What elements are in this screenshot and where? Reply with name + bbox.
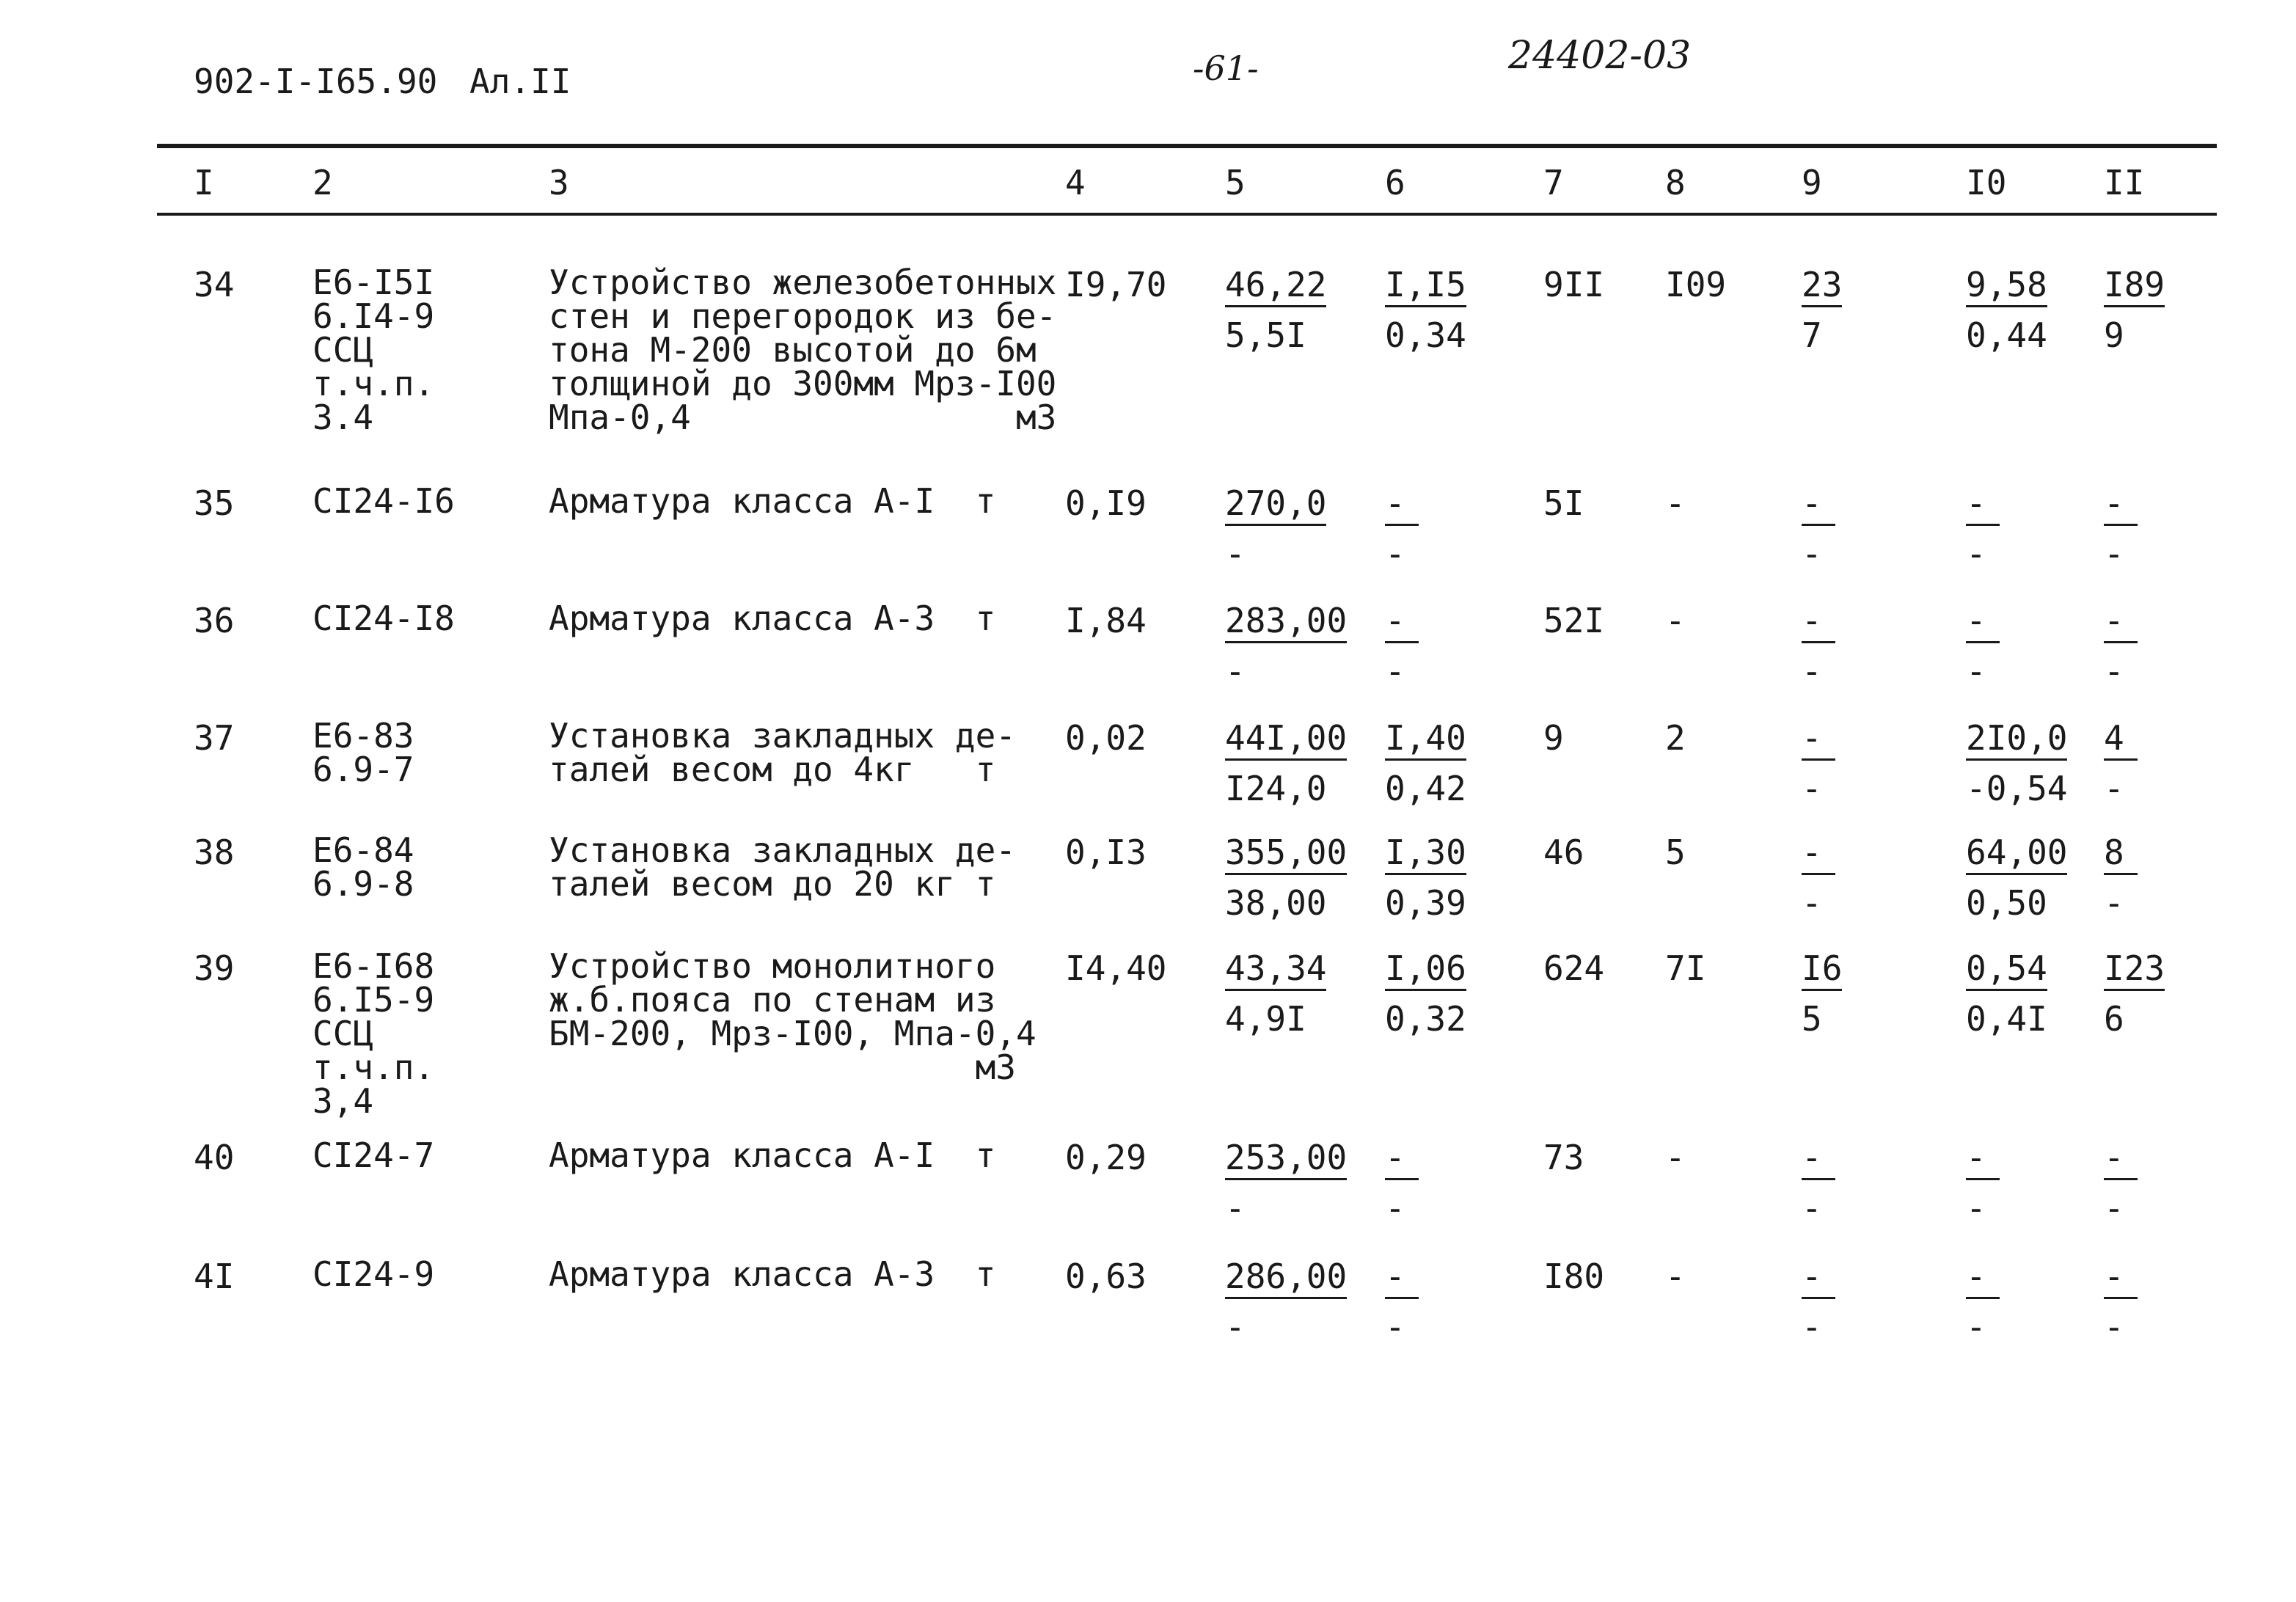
row-number: 34 bbox=[194, 265, 235, 304]
fraction-c9 bbox=[1802, 601, 1835, 690]
fraction-top: 43,34 bbox=[1225, 949, 1326, 991]
row-quantity: 0,I3 bbox=[1065, 833, 1147, 872]
row-number: 36 bbox=[194, 601, 235, 640]
fraction-c5 bbox=[1225, 1257, 1347, 1346]
fraction-bottom: 0,34 bbox=[1385, 315, 1466, 355]
fraction-bottom: - bbox=[1966, 1188, 1986, 1228]
fraction-bottom: - bbox=[1802, 1307, 1822, 1347]
fraction-bottom: 4,9I bbox=[1225, 999, 1306, 1039]
sheet-label: Ал.II bbox=[469, 62, 571, 101]
row-col7: 9 bbox=[1543, 718, 1564, 758]
fraction-top: 23 bbox=[1802, 266, 1842, 307]
row-quantity: I,84 bbox=[1065, 601, 1147, 640]
fraction-bottom: 6 bbox=[2104, 999, 2124, 1039]
row-col7: 624 bbox=[1543, 948, 1605, 988]
fraction-top: I,30 bbox=[1385, 833, 1466, 875]
fraction-c11 bbox=[2104, 1138, 2138, 1227]
column-header-11: II bbox=[2104, 163, 2145, 202]
fraction-c6 bbox=[1385, 484, 1419, 573]
fraction-c11 bbox=[2104, 484, 2138, 573]
fraction-bottom: - bbox=[2104, 534, 2124, 574]
row-col8: 7I bbox=[1665, 948, 1706, 988]
fraction-top: - bbox=[2104, 484, 2138, 526]
fraction-c6 bbox=[1385, 719, 1466, 808]
fraction-c5 bbox=[1225, 266, 1326, 354]
fraction-top: 0,54 bbox=[1966, 949, 2047, 991]
column-header-3: 3 bbox=[549, 163, 569, 202]
fraction-top: 2I0,0 bbox=[1966, 719, 2067, 761]
fraction-bottom: - bbox=[1385, 534, 1405, 574]
table-top-rule bbox=[157, 144, 2217, 148]
row-description: Арматура класса А-I т bbox=[549, 481, 996, 521]
row-col8: - bbox=[1665, 1257, 1686, 1296]
fraction-top: I89 bbox=[2104, 266, 2165, 307]
row-code: Е6-83 6.9-7 bbox=[312, 716, 414, 789]
fraction-bottom: - bbox=[1966, 534, 1986, 574]
fraction-c10 bbox=[1966, 266, 2047, 354]
fraction-bottom: 38,00 bbox=[1225, 883, 1327, 923]
fraction-c9 bbox=[1802, 484, 1835, 573]
fraction-bottom: I24,0 bbox=[1225, 769, 1327, 808]
row-code: CI24-I8 bbox=[312, 599, 455, 638]
fraction-top: I,I5 bbox=[1385, 266, 1466, 307]
fraction-c9 bbox=[1802, 1257, 1835, 1346]
fraction-c5 bbox=[1225, 833, 1347, 922]
fraction-bottom: -0,54 bbox=[1966, 769, 2068, 808]
fraction-top: I,06 bbox=[1385, 949, 1466, 991]
fraction-top: 8 bbox=[2104, 833, 2138, 875]
fraction-bottom: - bbox=[1385, 1188, 1405, 1228]
fraction-top: - bbox=[1385, 1257, 1419, 1299]
fraction-top: 46,22 bbox=[1225, 266, 1326, 307]
fraction-bottom: 0,4I bbox=[1966, 999, 2047, 1039]
fraction-c5 bbox=[1225, 601, 1347, 690]
fraction-bottom: - bbox=[1225, 534, 1246, 574]
row-quantity: 0,I9 bbox=[1065, 483, 1147, 523]
fraction-bottom: - bbox=[1385, 1307, 1405, 1347]
row-quantity: 0,29 bbox=[1065, 1138, 1147, 1177]
document-code: 902-I-I65.90 bbox=[194, 62, 438, 101]
fraction-top: - bbox=[1802, 833, 1835, 875]
fraction-bottom: 0,42 bbox=[1385, 769, 1466, 808]
fraction-c11 bbox=[2104, 1257, 2138, 1346]
fraction-bottom: - bbox=[1225, 1188, 1246, 1228]
row-number: 4I bbox=[194, 1257, 235, 1296]
row-number: 35 bbox=[194, 483, 235, 523]
row-col7: 5I bbox=[1543, 483, 1584, 523]
fraction-top: I6 bbox=[1802, 949, 1842, 991]
fraction-c9 bbox=[1802, 719, 1835, 808]
row-code: Е6-I68 6.I5-9 ССЦ т.ч.п. 3,4 bbox=[312, 946, 435, 1121]
row-col7: 73 bbox=[1543, 1138, 1584, 1177]
fraction-c6 bbox=[1385, 1138, 1419, 1227]
fraction-bottom: - bbox=[1966, 651, 1986, 691]
row-col8: - bbox=[1665, 1138, 1686, 1177]
fraction-top: - bbox=[1966, 1138, 2000, 1180]
fraction-c5 bbox=[1225, 719, 1347, 808]
fraction-c9 bbox=[1802, 1138, 1835, 1227]
fraction-top: - bbox=[1802, 1138, 1835, 1180]
column-header-1: I bbox=[194, 163, 214, 202]
fraction-top: 270,0 bbox=[1225, 484, 1326, 526]
fraction-bottom: - bbox=[2104, 1188, 2124, 1228]
fraction-c10 bbox=[1966, 719, 2067, 808]
column-header-7: 7 bbox=[1543, 163, 1564, 202]
fraction-bottom: 5 bbox=[1802, 999, 1822, 1039]
row-quantity: I4,40 bbox=[1065, 948, 1167, 988]
row-code: CI24-7 bbox=[312, 1135, 435, 1175]
row-description: Установка закладных де- талей весом до 20 кг т bbox=[549, 830, 1016, 904]
fraction-bottom: - bbox=[1802, 651, 1822, 691]
row-code: CI24-I6 bbox=[312, 481, 455, 521]
column-header-8: 8 bbox=[1665, 163, 1686, 202]
fraction-top: 4 bbox=[2104, 719, 2138, 761]
fraction-top: - bbox=[1802, 601, 1835, 643]
row-col8: 5 bbox=[1665, 833, 1686, 872]
row-code: Е6-I5I 6.I4-9 ССЦ т.ч.п. 3.4 bbox=[312, 263, 435, 437]
fraction-bottom: - bbox=[1225, 1307, 1246, 1347]
fraction-top: 355,00 bbox=[1225, 833, 1347, 875]
row-description: Устройство железобетонных стен и перегородок из бе- тона М-200 высотой до 6м толщиной до 300мм Мрз-I00 Мпа-0,4 м3 bbox=[549, 263, 1057, 437]
fraction-top: - bbox=[1385, 484, 1419, 526]
fraction-bottom: 0,50 bbox=[1966, 883, 2047, 923]
fraction-bottom: 9 bbox=[2104, 315, 2124, 355]
fraction-top: - bbox=[1966, 1257, 2000, 1299]
fraction-bottom: - bbox=[1966, 1307, 1986, 1347]
fraction-c10 bbox=[1966, 1138, 2000, 1227]
row-col7: I80 bbox=[1543, 1257, 1605, 1296]
fraction-c9 bbox=[1802, 833, 1835, 922]
row-col7: 9II bbox=[1543, 265, 1605, 304]
fraction-c10 bbox=[1966, 484, 2000, 573]
fraction-top: - bbox=[1802, 484, 1835, 526]
fraction-bottom: - bbox=[1802, 1188, 1822, 1228]
row-description: Установка закладных де- талей весом до 4кг т bbox=[549, 716, 1016, 789]
row-description: Арматура класса А-I т bbox=[549, 1135, 996, 1175]
fraction-c5 bbox=[1225, 484, 1326, 573]
fraction-bottom: 0,39 bbox=[1385, 883, 1466, 923]
fraction-bottom: 0,44 bbox=[1966, 315, 2047, 355]
row-col7: 52I bbox=[1543, 601, 1605, 640]
column-header-6: 6 bbox=[1385, 163, 1405, 202]
fraction-top: - bbox=[1966, 601, 2000, 643]
fraction-c10 bbox=[1966, 1257, 2000, 1346]
table-header-rule bbox=[157, 213, 2217, 216]
fraction-top: 283,00 bbox=[1225, 601, 1347, 643]
row-code: Е6-84 6.9-8 bbox=[312, 830, 414, 904]
fraction-bottom: - bbox=[1225, 651, 1246, 691]
fraction-c10 bbox=[1966, 601, 2000, 690]
fraction-c10 bbox=[1966, 949, 2047, 1038]
row-number: 37 bbox=[194, 718, 235, 758]
fraction-c11 bbox=[2104, 949, 2165, 1038]
column-header-9: 9 bbox=[1802, 163, 1822, 202]
page-number: -61- bbox=[1193, 48, 1259, 88]
row-col7: 46 bbox=[1543, 833, 1584, 872]
fraction-top: 64,00 bbox=[1966, 833, 2067, 875]
fraction-c6 bbox=[1385, 601, 1419, 690]
handwritten-number: 24402-03 bbox=[1508, 34, 1692, 78]
fraction-c6 bbox=[1385, 266, 1466, 354]
column-header-2: 2 bbox=[312, 163, 333, 202]
fraction-c6 bbox=[1385, 949, 1466, 1038]
column-header-5: 5 bbox=[1225, 163, 1246, 202]
row-quantity: 0,02 bbox=[1065, 718, 1147, 758]
fraction-top: 44I,00 bbox=[1225, 719, 1347, 761]
fraction-bottom: 5,5I bbox=[1225, 315, 1306, 355]
fraction-c5 bbox=[1225, 949, 1326, 1038]
row-col8: 2 bbox=[1665, 718, 1686, 758]
fraction-c5 bbox=[1225, 1138, 1347, 1227]
fraction-top: I23 bbox=[2104, 949, 2165, 991]
fraction-bottom: 7 bbox=[1802, 315, 1822, 355]
fraction-bottom: 0,32 bbox=[1385, 999, 1466, 1039]
fraction-bottom: - bbox=[2104, 883, 2124, 923]
row-col8: - bbox=[1665, 601, 1686, 640]
fraction-top: - bbox=[2104, 1138, 2138, 1180]
fraction-top: I,40 bbox=[1385, 719, 1466, 761]
row-description: Устройство монолитного ж.б.пояса по стенам из БМ-200, Мрз-I00, Мпа-0,4 м3 bbox=[549, 946, 1037, 1087]
row-quantity: 0,63 bbox=[1065, 1257, 1147, 1296]
fraction-top: - bbox=[2104, 601, 2138, 643]
row-col8: I09 bbox=[1665, 265, 1727, 304]
fraction-top: - bbox=[1802, 1257, 1835, 1299]
fraction-c10 bbox=[1966, 833, 2067, 922]
fraction-c9 bbox=[1802, 266, 1842, 354]
row-col8: - bbox=[1665, 483, 1686, 523]
row-number: 38 bbox=[194, 833, 235, 872]
fraction-c6 bbox=[1385, 1257, 1419, 1346]
fraction-c6 bbox=[1385, 833, 1466, 922]
fraction-top: 286,00 bbox=[1225, 1257, 1347, 1299]
fraction-bottom: - bbox=[1802, 883, 1822, 923]
column-header-4: 4 bbox=[1065, 163, 1086, 202]
row-description: Арматура класса А-3 т bbox=[549, 599, 996, 638]
fraction-top: - bbox=[2104, 1257, 2138, 1299]
row-quantity: I9,70 bbox=[1065, 265, 1167, 304]
fraction-top: - bbox=[1385, 601, 1419, 643]
row-code: CI24-9 bbox=[312, 1254, 435, 1294]
fraction-c11 bbox=[2104, 266, 2165, 354]
fraction-c11 bbox=[2104, 719, 2138, 808]
fraction-top: - bbox=[1385, 1138, 1419, 1180]
fraction-top: - bbox=[1966, 484, 2000, 526]
fraction-top: - bbox=[1802, 719, 1835, 761]
fraction-bottom: - bbox=[2104, 1307, 2124, 1347]
fraction-bottom: - bbox=[2104, 651, 2124, 691]
column-header-10: I0 bbox=[1966, 163, 2007, 202]
fraction-top: 253,00 bbox=[1225, 1138, 1347, 1180]
fraction-c9 bbox=[1802, 949, 1842, 1038]
fraction-bottom: - bbox=[1385, 651, 1405, 691]
fraction-c11 bbox=[2104, 601, 2138, 690]
fraction-top: 9,58 bbox=[1966, 266, 2047, 307]
row-description: Арматура класса А-3 т bbox=[549, 1254, 996, 1294]
fraction-bottom: - bbox=[2104, 769, 2124, 808]
fraction-bottom: - bbox=[1802, 534, 1822, 574]
row-number: 40 bbox=[194, 1138, 235, 1177]
row-number: 39 bbox=[194, 948, 235, 988]
fraction-c11 bbox=[2104, 833, 2138, 922]
fraction-bottom: - bbox=[1802, 769, 1822, 808]
